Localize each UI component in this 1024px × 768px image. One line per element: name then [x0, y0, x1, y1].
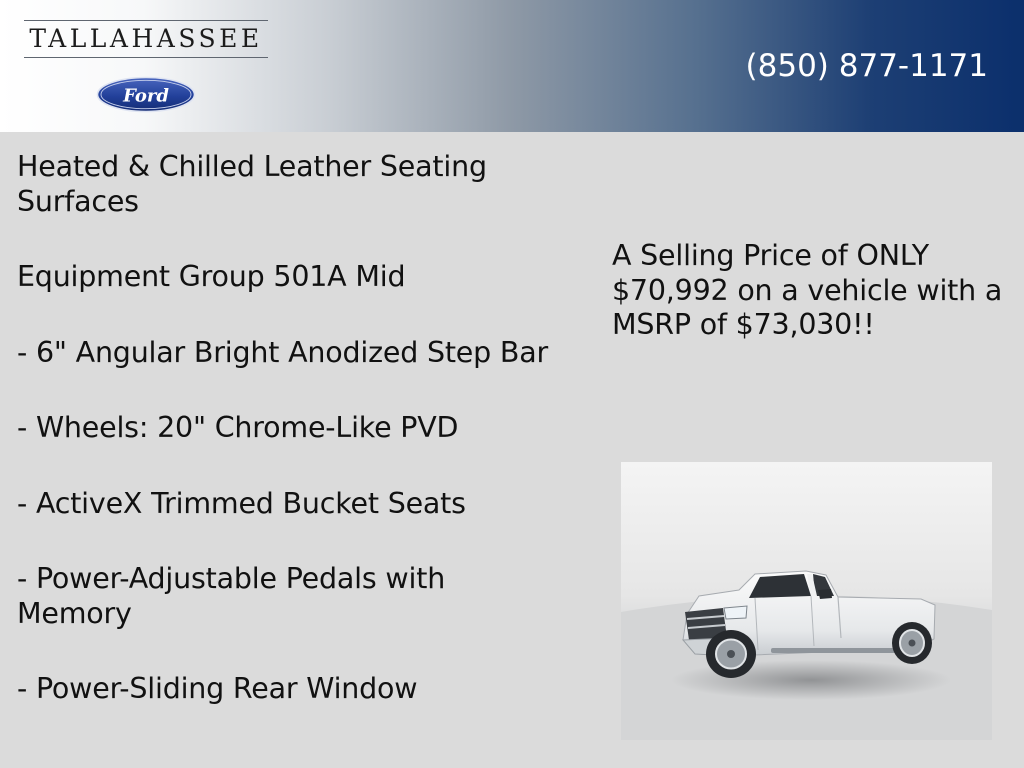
feature-item: - Power-Sliding Rear Window [17, 672, 418, 705]
feature-item: - 6" Angular Bright Anodized Step Bar [17, 335, 549, 369]
price-promo-text: A Selling Price of ONLY $70,992 on a vehicle with a MSRP of $73,030!! [612, 239, 1003, 341]
ford-logo-wordmark: Ford [123, 85, 169, 107]
brand-bottom-rule [24, 57, 268, 58]
feature-item: - Wheels: 20" Chrome-Like PVD [17, 411, 459, 444]
feature-item: Equipment Group 501A Mid [17, 260, 406, 293]
feature-list [17, 150, 557, 748]
ford-logo [96, 76, 196, 113]
feature-item: - ActiveX Trimmed Bucket Seats [17, 486, 466, 520]
header-banner [0, 0, 1024, 132]
feature-item: Heated & Chilled Leather Seating Surfaces [17, 150, 487, 218]
feature-item: - Power-Adjustable Pedals with Memory [17, 562, 446, 630]
vehicle-photo[interactable] [621, 462, 992, 740]
dealer-brand [24, 20, 268, 58]
dealer-name: TALLAHASSEE [29, 24, 263, 53]
phone-number-link[interactable]: (850) 877-1171 [745, 48, 988, 84]
